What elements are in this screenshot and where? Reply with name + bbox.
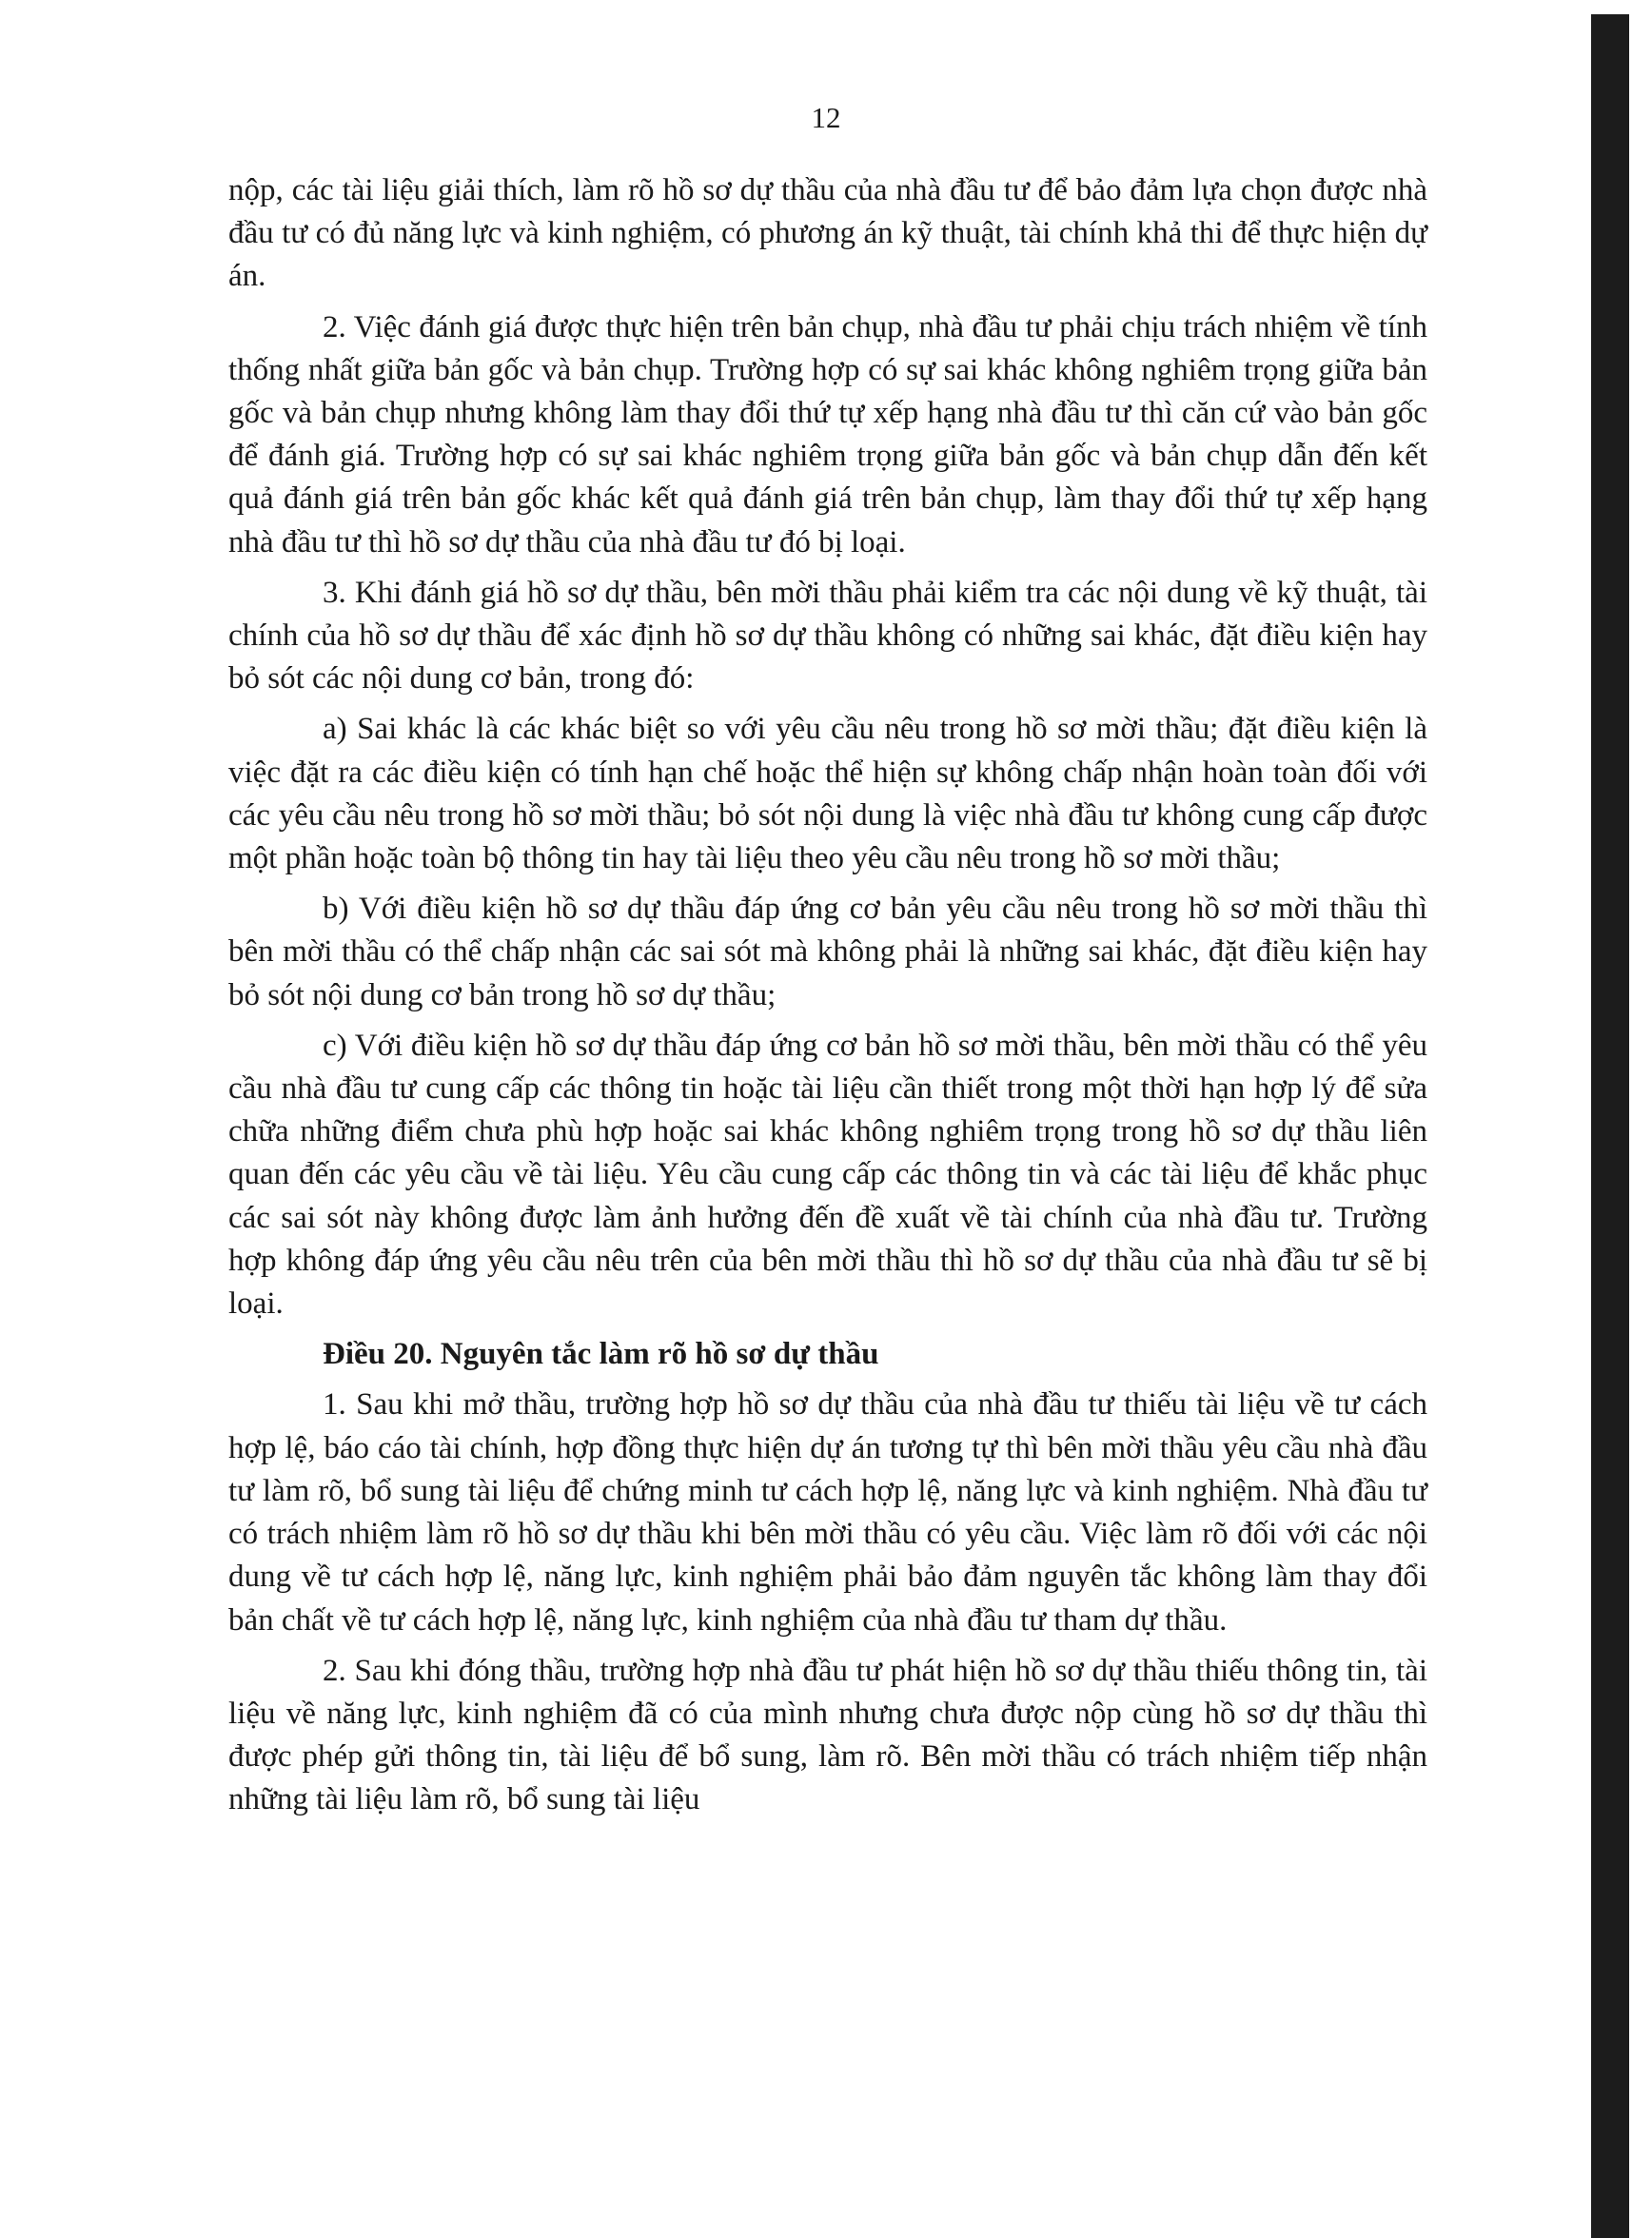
article-clause-2-paragraph: 2. Sau khi đóng thầu, trường hợp nhà đầu tư phát hiện hồ sơ dự thầu thiếu thông tin, tài liệu về năng lực, kinh nghiệm đã có của mình nhưng chưa được nộp cùng hồ sơ dự thầu thì được phép gửi thông tin, tài liệu để bổ sung, làm rõ. Bên mời thầu có trách nhiệm tiếp nhận những tài liệu làm rõ, bổ sung tài liệu — [228, 1653, 1427, 1817]
page-body — [228, 169, 1427, 1830]
page-number: 12 — [811, 101, 841, 134]
clause-3a-paragraph: a) Sai khác là các khác biệt so với yêu cầu nêu trong hồ sơ mời thầu; đặt điều kiện là việc đặt ra các điều kiện có tính hạn chế hoặc thể hiện sự không chấp nhận hoàn toàn đối với các yêu cầu nêu trong hồ sơ mời thầu; bỏ sót nội dung là việc nhà đầu tư không cung cấp được một phần hoặc toàn bộ thông tin hay tài liệu theo yêu cầu nêu trong hồ sơ mời thầu; — [228, 712, 1427, 876]
clause-3b-paragraph: b) Với điều kiện hồ sơ dự thầu đáp ứng cơ bản yêu cầu nêu trong hồ sơ mời thầu thì bên mời thầu có thể chấp nhận các sai sót mà không phải là những sai khác, đặt điều kiện hay bỏ sót nội dung cơ bản trong hồ sơ dự thầu; — [228, 892, 1427, 1012]
article-clause-1-paragraph: 1. Sau khi mở thầu, trường hợp hồ sơ dự thầu của nhà đầu tư thiếu tài liệu về tư cách hợp lệ, báo cáo tài chính, hợp đồng thực hiện dự án tương tự thì bên mời thầu yêu cầu nhà đầu tư làm rõ, bổ sung tài liệu để chứng minh tư cách hợp lệ, năng lực và kinh nghiệm. Nhà đầu tư có trách nhiệm làm rõ hồ sơ dự thầu khi bên mời thầu có yêu cầu. Việc làm rõ đối với các nội dung về tư cách hợp lệ, năng lực, kinh nghiệm phải bảo đảm nguyên tắc không làm thay đổi bản chất về tư cách hợp lệ, năng lực, kinh nghiệm của nhà đầu tư tham dự thầu. — [228, 1387, 1427, 1638]
continued-paragraph: nộp, các tài liệu giải thích, làm rõ hồ sơ dự thầu của nhà đầu tư để bảo đảm lựa chọn được nhà đầu tư có đủ năng lực và kinh nghiệm, có phương án kỹ thuật, tài chính khả thi để thực hiện dự án. — [228, 173, 1427, 294]
clause-3-paragraph: 3. Khi đánh giá hồ sơ dự thầu, bên mời thầu phải kiểm tra các nội dung về kỹ thuật, tài chính của hồ sơ dự thầu để xác định hồ sơ dự thầu không có những sai khác, đặt điều kiện hay bỏ sót các nội dung cơ bản, trong đó: — [228, 575, 1427, 697]
scan-edge-shadow — [1591, 14, 1629, 2238]
article-heading: Điều 20. Nguyên tắc làm rõ hồ sơ dự thầu — [323, 1337, 879, 1372]
clause-3c-paragraph: c) Với điều kiện hồ sơ dự thầu đáp ứng cơ bản hồ sơ mời thầu, bên mời thầu có thể yêu cầu nhà đầu tư cung cấp các thông tin hoặc tài liệu cần thiết trong một thời hạn hợp lý để sửa chữa những điểm chưa phù hợp hoặc sai khác không nghiêm trọng trong hồ sơ dự thầu liên quan đến các yêu cầu về tài liệu. Yêu cầu cung cấp các thông tin và các tài liệu để khắc phục các sai sót này không được làm ảnh hưởng đến đề xuất về tài chính của nhà đầu tư. Trường hợp không đáp ứng yêu cầu nêu trên của bên mời thầu thì hồ sơ dự thầu của nhà đầu tư sẽ bị loại. — [228, 1028, 1427, 1322]
clause-2-paragraph: 2. Việc đánh giá được thực hiện trên bản chụp, nhà đầu tư phải chịu trách nhiệm về tính thống nhất giữa bản gốc và bản chụp. Trường hợp có sự sai khác không nghiêm trọng giữa bản gốc và bản chụp nhưng không làm thay đổi thứ tự xếp hạng nhà đầu tư thì căn cứ vào bản gốc để đánh giá. Trường hợp có sự sai khác nghiêm trọng giữa bản gốc và bản chụp dẫn đến kết quả đánh giá trên bản gốc khác kết quả đánh giá trên bản chụp, làm thay đổi thứ tự xếp hạng nhà đầu tư thì hồ sơ dự thầu của nhà đầu tư đó bị loại. — [228, 309, 1427, 560]
